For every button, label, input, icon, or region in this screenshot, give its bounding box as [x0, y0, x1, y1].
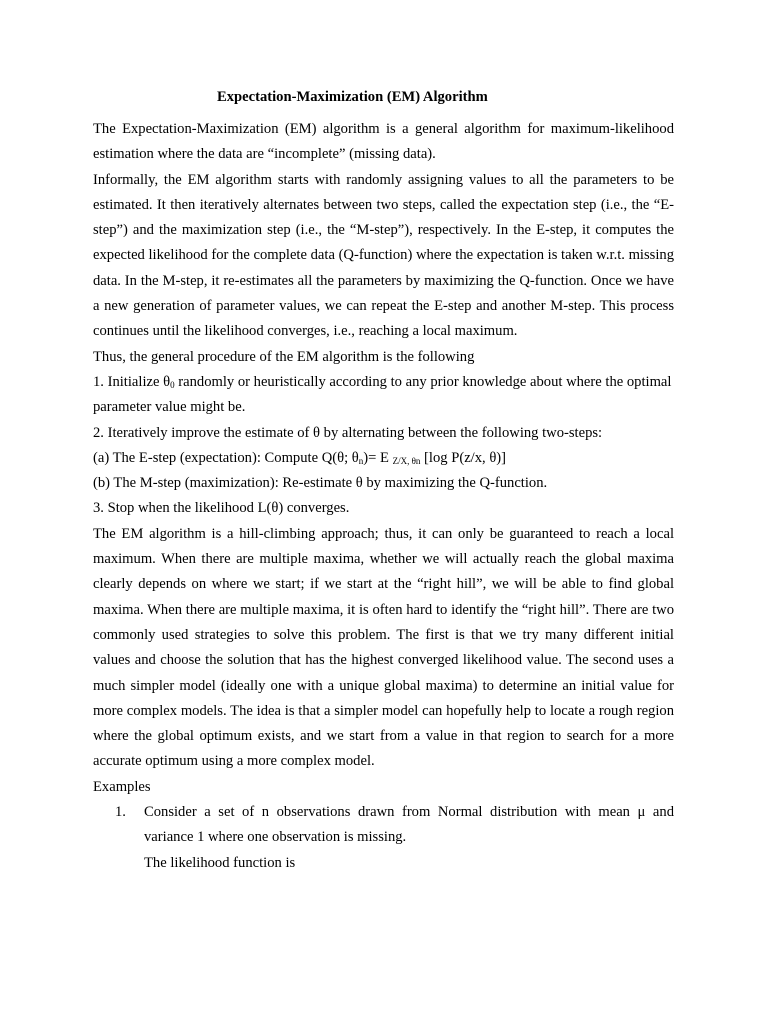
e-step-text-c: [log P(z/x, θ)] — [420, 449, 507, 466]
step-1-text-a: 1. Initialize θ — [93, 373, 171, 390]
e-step — [93, 446, 674, 471]
m-step: (b) The M-step (maximization): Re-estimate θ by maximizing the Q-function. — [93, 475, 548, 492]
likelihood-function-line: The likelihood function is — [144, 854, 296, 871]
example-1 — [93, 800, 674, 851]
procedure-intro: Thus, the general procedure of the EM algorithm is the following — [93, 348, 475, 365]
e-step-subscript-expectation: Z/X, θn — [392, 455, 421, 466]
step-1-text-b: randomly or heuristically according to any prior knowledge about where the optimal parameter value might be. — [93, 373, 672, 416]
step-3: 3. Stop when the likelihood L(θ) converges. — [93, 500, 350, 517]
step-1 — [93, 370, 674, 421]
example-1-number: 1. — [115, 804, 126, 821]
e-step-subscript-n: n — [358, 455, 364, 466]
document-title: Expectation-Maximization (EM) Algorithm — [217, 89, 488, 105]
step-2: 2. Iteratively improve the estimate of θ by alternating between the following two-steps: — [93, 424, 603, 441]
e-step-text-b: )= E — [363, 449, 393, 466]
step-1-subscript: 0 — [170, 379, 175, 390]
informal-paragraph: Informally, the EM algorithm starts with randomly assigning values to all the parameters to be estimated. It then iteratively alternates between two steps, called the expectation step (i.e., the “E-step”) and the maximization step (i.e., the “M-step”), respectively. In the E-step, it computes the expected likelihood for the complete data (Q-function) where the expectation is taken w.r.t. missing data. In the M-step, it re-estimates all the parameters by maximizing the Q-function. Once we have a new generation of parameter values, we can repeat the E-step and another M-step. This process continues until the likelihood converges, i.e., reaching a local maximum. — [93, 171, 674, 340]
document-page — [93, 86, 674, 876]
intro-paragraph: The Expectation-Maximization (EM) algorithm is a general algorithm for maximum-likelihood estimation where the data are “incomplete” (missing data). — [93, 121, 674, 163]
examples-heading: Examples — [93, 778, 151, 795]
hill-climbing-paragraph: The EM algorithm is a hill-climbing approach; thus, it can only be guaranteed to reach a local maximum. When there are multiple maxima, whether we will actually reach the global maxima clearly depends on where we start; if we start at the “right hill”, we will be able to find global maxima. When there are multiple maxima, it is often hard to identify the “right hill”. There are two commonly used strategies to solve this problem. The first is that we try many different initial values and choose the solution that has the highest converged likelihood value. The second uses a much simpler model (ideally one with a unique global maxima) to determine an initial value for more complex models. The idea is that a simpler model can hopefully help to locate a rough region where the global optimum exists, and we start from a value in that region to search for a more accurate optimum using a more complex model. — [93, 525, 674, 770]
example-1-text: Consider a set of n observations drawn from Normal distribution with mean μ and variance 1 where one observation is missing. — [144, 804, 674, 846]
e-step-text-a: (a) The E-step (expectation): Compute Q(θ; θ — [93, 449, 359, 466]
